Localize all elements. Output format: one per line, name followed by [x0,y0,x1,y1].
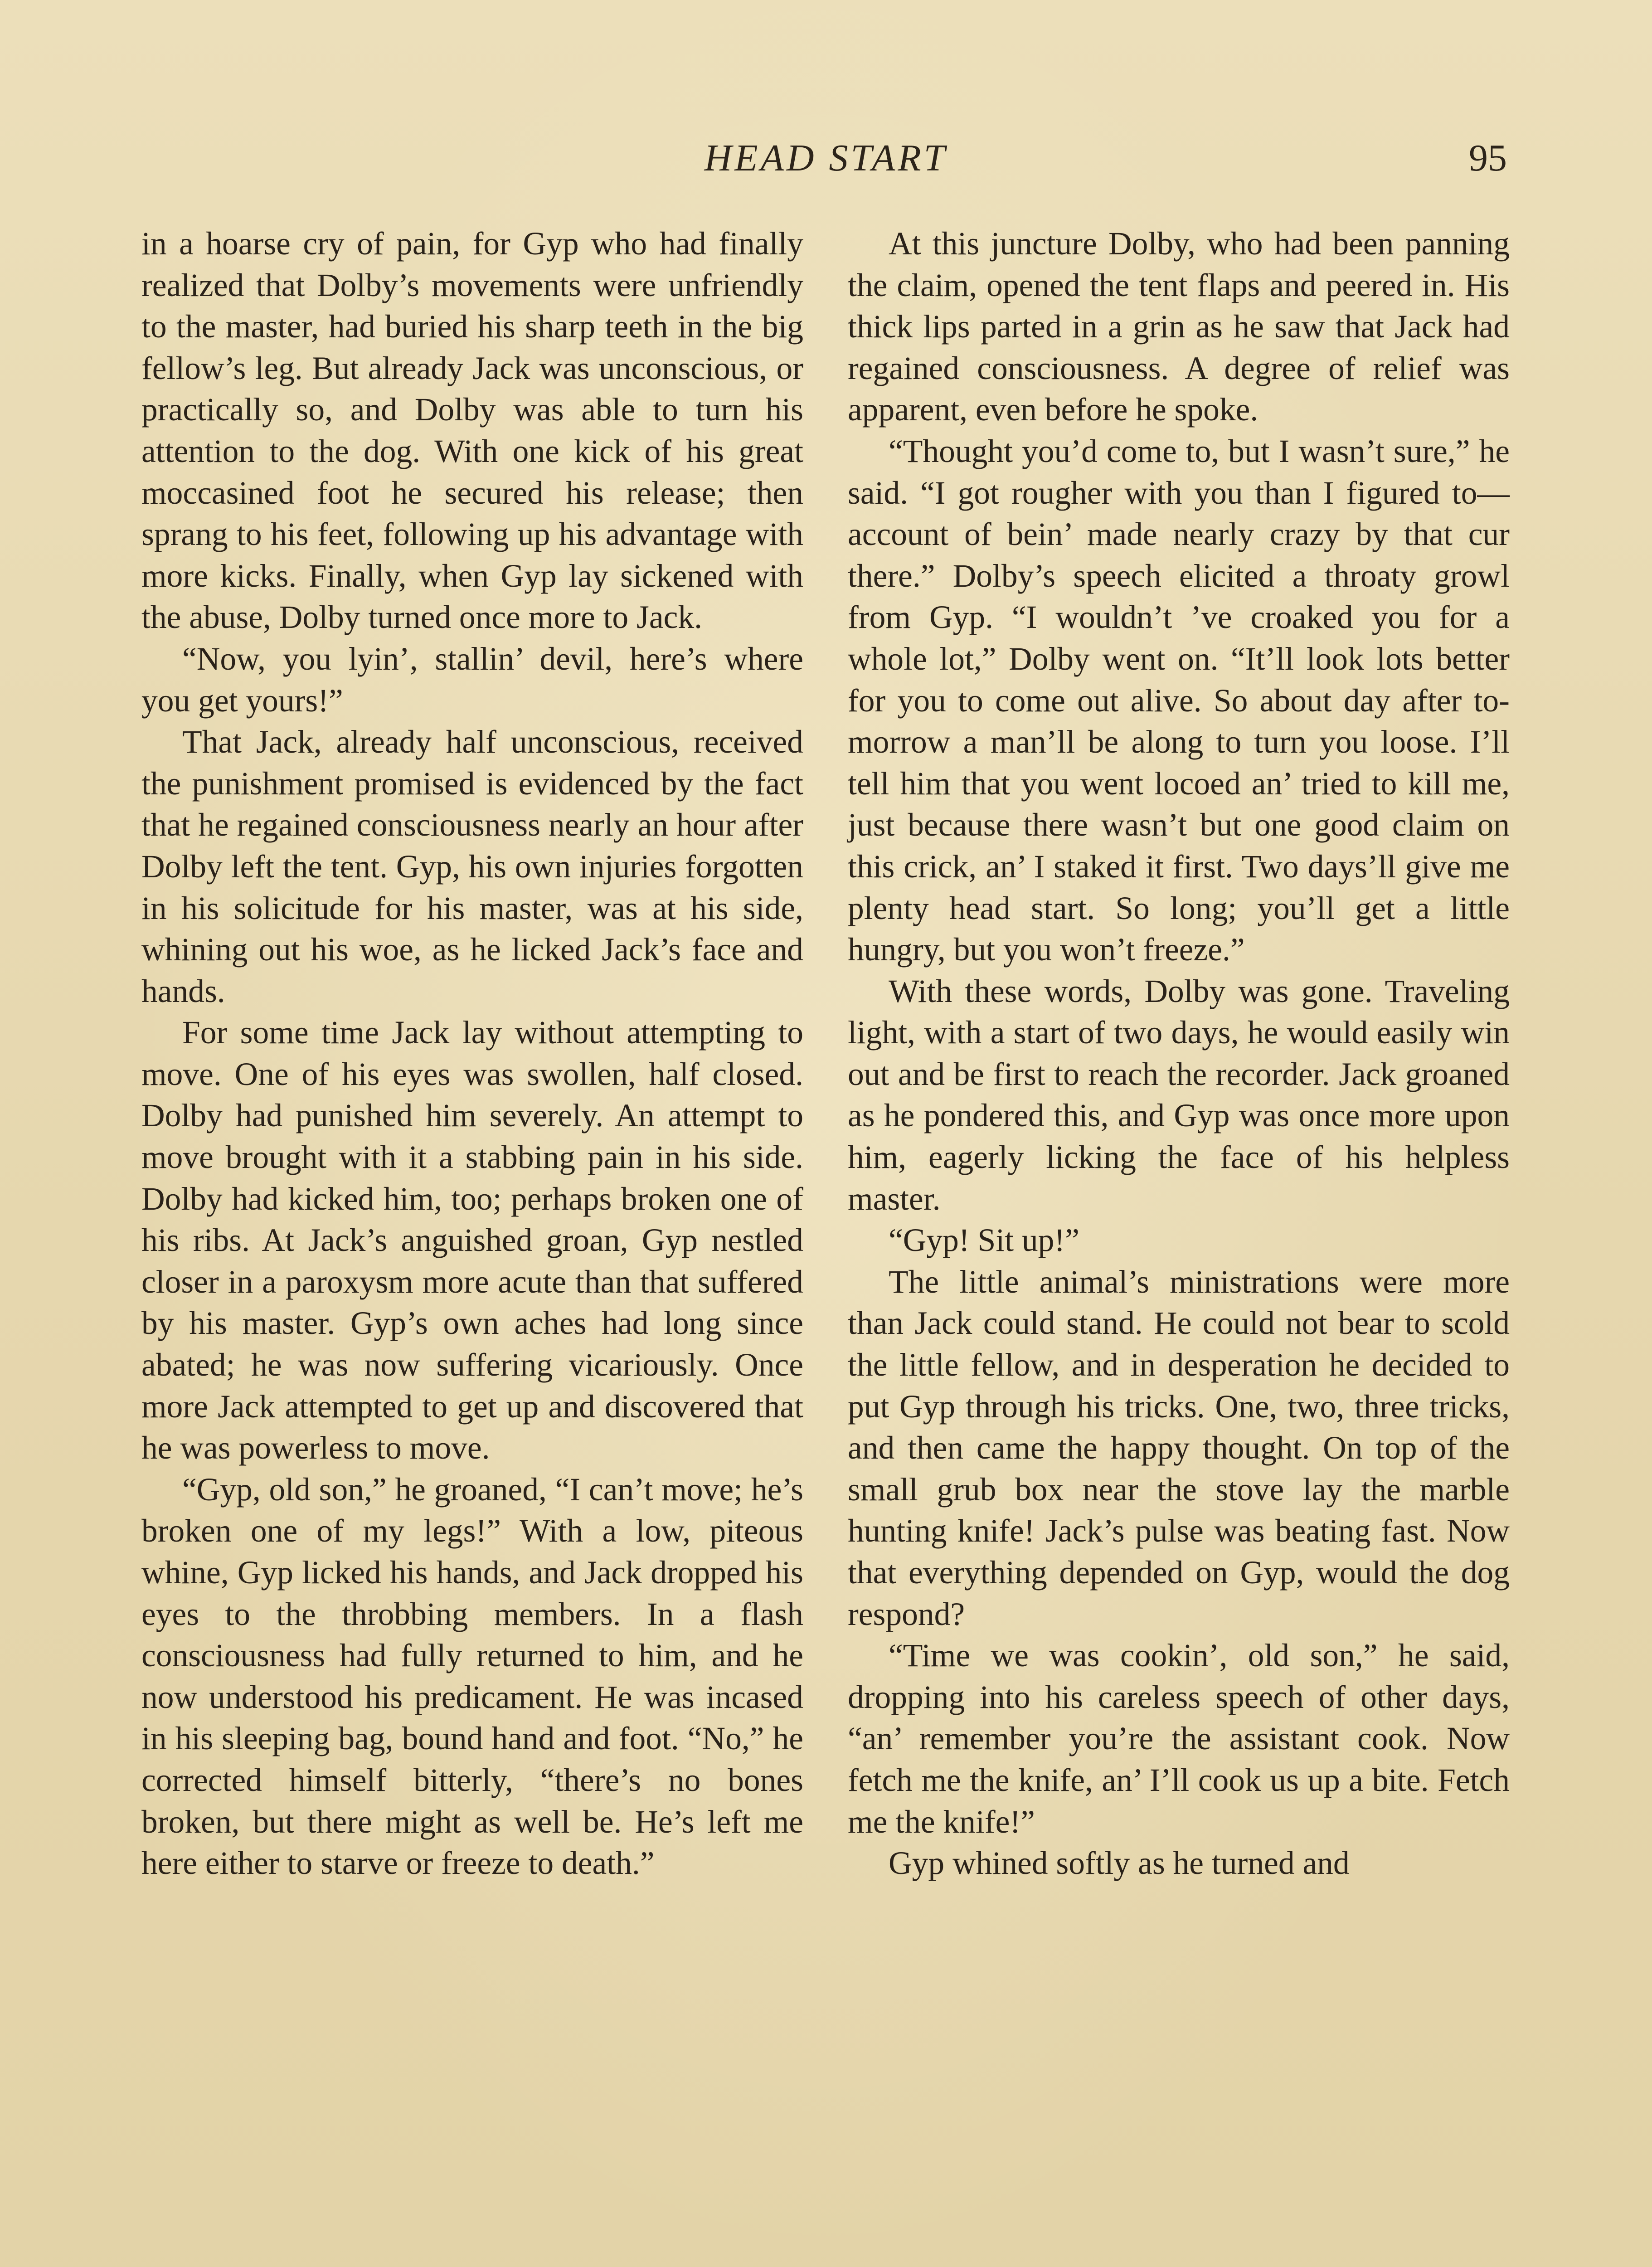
paragraph: The little animal’s ministrations were more than Jack could stand. He could not bear to scold the little fellow, and in desperation he decided to put Gyp through his tricks. One, two, three tricks, and then came the happy thought. On top of the small grub box near the stove lay the marble hunting knife! Jack’s pulse was beating fast. Now that everything depended on Gyp, would the dog respond? [848,1264,1510,1632]
paragraph: For some time Jack lay without attempting to move. One of his eyes was swollen, half closed. Dolby had punished him severely. An attempt to move brought with it a stabbing pain in his side. Dolby had kicked him, too; perhaps broken one of his ribs. At Jack’s anguished groan, Gyp nestled closer in a paroxysm more acute than that suffered by his master. Gyp’s own aches had long since abated; he was now suffering vicariously. Once more Jack attempted to get up and discovered that he was powerless to move. [141,1015,803,1466]
page-number: 95 [1469,137,1507,179]
paragraph: That Jack, already half unconscious, received the punishment promised is evidenced by the fact that he regained consciousness nearly an hour after Dolby left the tent. Gyp, his own injuries forgotten in his solicitude for his master, was at his side, whining out his woe, as he licked Jack’s face and hands. [141,724,803,1009]
right-column [848,223,1510,1884]
paragraph: Gyp whined softly as he turned and [889,1845,1350,1882]
paragraph: “Now, you lyin’, stallin’ devil, here’s where you get yours!” [141,641,803,719]
paragraph: “Gyp! Sit up!” [889,1222,1079,1259]
paragraph: “Thought you’d come to, but I wasn’t sure,” he said. “I got rougher with you than I figured to—account of bein’ made nearly crazy by that cur there.” Dolby’s speech elicited a throaty growl from Gyp. “I wouldn’t ’ve croaked you for a whole lot,” Dolby went on. “It’ll look lots better for you to come out alive. So about day after to-morrow a man’ll be along to turn you loose. I’ll tell him that you went locoed an’ tried to kill me, just because there wasn’t but one good claim on this crick, an’ I staked it first. Two days’ll give me plenty head start. So long; you’ll get a little hungry, but you won’t freeze.” [848,433,1510,968]
paragraph: “Gyp, old son,” he groaned, “I can’t move; he’s broken one of my legs!” With a low, piteous whine, Gyp licked his hands, and Jack dropped his eyes to the throbbing members. In a flash consciousness had fully returned to him, and he now understood his predicament. He was incased in his sleeping bag, bound hand and foot. “No,” he corrected himself bitterly, “there’s no bones broken, but there might as well be. He’s left me here either to starve or freeze to death.” [141,1471,803,1882]
paragraph: in a hoarse cry of pain, for Gyp who had finally realized that Dolby’s movements were unfriendly to the master, had buried his sharp teeth in the big fellow’s leg. But already Jack was unconscious, or practically so, and Dolby was able to turn his attention to the dog. With one kick of his great moccasined foot he secured his release; then sprang to his feet, following up his advantage with more kicks. Finally, when Gyp lay sickened with the abuse, Dolby turned once more to Jack. [141,226,803,636]
running-head-title: HEAD START [704,137,948,179]
left-column [141,223,803,1884]
paragraph: At this juncture Dolby, who had been panning the claim, opened the tent flaps and peered in. His thick lips parted in a grin as he saw that Jack had regained consciousness. A degree of relief was apparent, even before he spoke. [848,226,1510,428]
paragraph: With these words, Dolby was gone. Traveling light, with a start of two days, he would easily win out and be first to reach the recorder. Jack groaned as he pondered this, and Gyp was once more upon him, eagerly licking the face of his helpless master. [848,973,1510,1217]
paragraph: “Time we was cookin’, old son,” he said, dropping into his careless speech of other days, “an’ remember you’re the assistant cook. Now fetch me the knife, an’ I’ll cook us up a bite. Fetch me the knife!” [848,1638,1510,1840]
